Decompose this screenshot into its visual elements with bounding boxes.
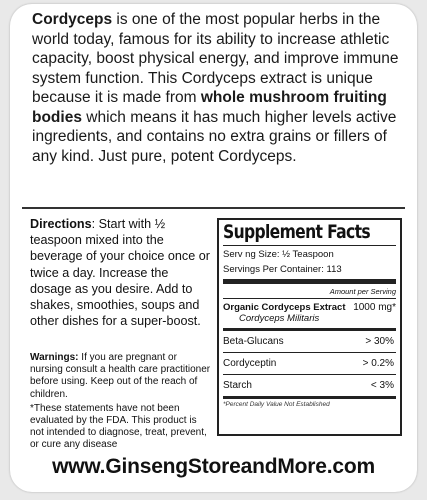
extract-row <box>223 299 396 313</box>
directions-heading: Directions <box>30 217 92 231</box>
supplement-facts-title: Supplement Facts <box>223 221 370 243</box>
website-url: www.GinsengStoreandMore.com <box>52 455 375 478</box>
supplement-facts-panel <box>217 218 402 436</box>
section-divider <box>22 207 405 209</box>
directions-paragraph <box>30 216 210 329</box>
extract-name: Organic Cordyceps Extract <box>223 302 346 313</box>
fact-value: > 0.2% <box>362 358 394 369</box>
extract-amount: 1000 mg* <box>353 302 396 313</box>
intro-text-2: which means it has much higher levels active ingredients, and contains no extra grains or fillers of any kind. Just pure, potent Cordyceps. <box>32 108 397 165</box>
warnings-paragraph <box>30 352 212 401</box>
fact-value: > 30% <box>365 336 394 347</box>
fact-name: Starch <box>223 380 252 391</box>
facts-footnote: *Percent Daily Value Not Established <box>223 401 330 408</box>
fda-disclaimer: *These statements have not been evaluated by the FDA. This product is not intended to diagnose, treat, prevent, or cure any disease <box>30 402 207 451</box>
fact-name: Cordyceptin <box>223 358 277 369</box>
fact-name: Beta-Glucans <box>223 336 284 347</box>
warnings-text: If you are pregnant or nursing consult a health care practitioner before using. Keep out of the reach of children. <box>30 352 211 400</box>
intro-emphasis: whole mushroom fruiting bodies <box>32 89 387 126</box>
extract-species: Cordyceps Militaris <box>239 313 320 324</box>
fact-row <box>223 353 396 374</box>
warnings-block <box>30 352 212 452</box>
intro-brand: Cordyceps <box>32 11 113 28</box>
intro-paragraph <box>32 10 402 166</box>
fact-row <box>223 331 396 352</box>
intro-text-1: is one of the most popular herbs in the world today, famous for its ability to increase athletic capacity, boost physical energy, and improve immune system function. This Cordyceps extract is unique because it is made from <box>32 11 399 106</box>
servings-per-container: Servings Per Container: 113 <box>223 264 342 275</box>
fact-row <box>223 375 396 396</box>
warnings-heading: Warnings: <box>30 352 79 363</box>
amount-per-serving-header: Amount per Serving <box>329 287 396 296</box>
directions-text: : Start with ½ teaspoon mixed into the beverage of your choice once or twice a day. Increase the dosage as you desire. Add to shakes, smoothies, soups and other dishes for a super-boost. <box>30 217 210 329</box>
fact-value: < 3% <box>370 380 394 391</box>
serving-size: Serv ng Size: ½ Teaspoon <box>223 249 334 260</box>
